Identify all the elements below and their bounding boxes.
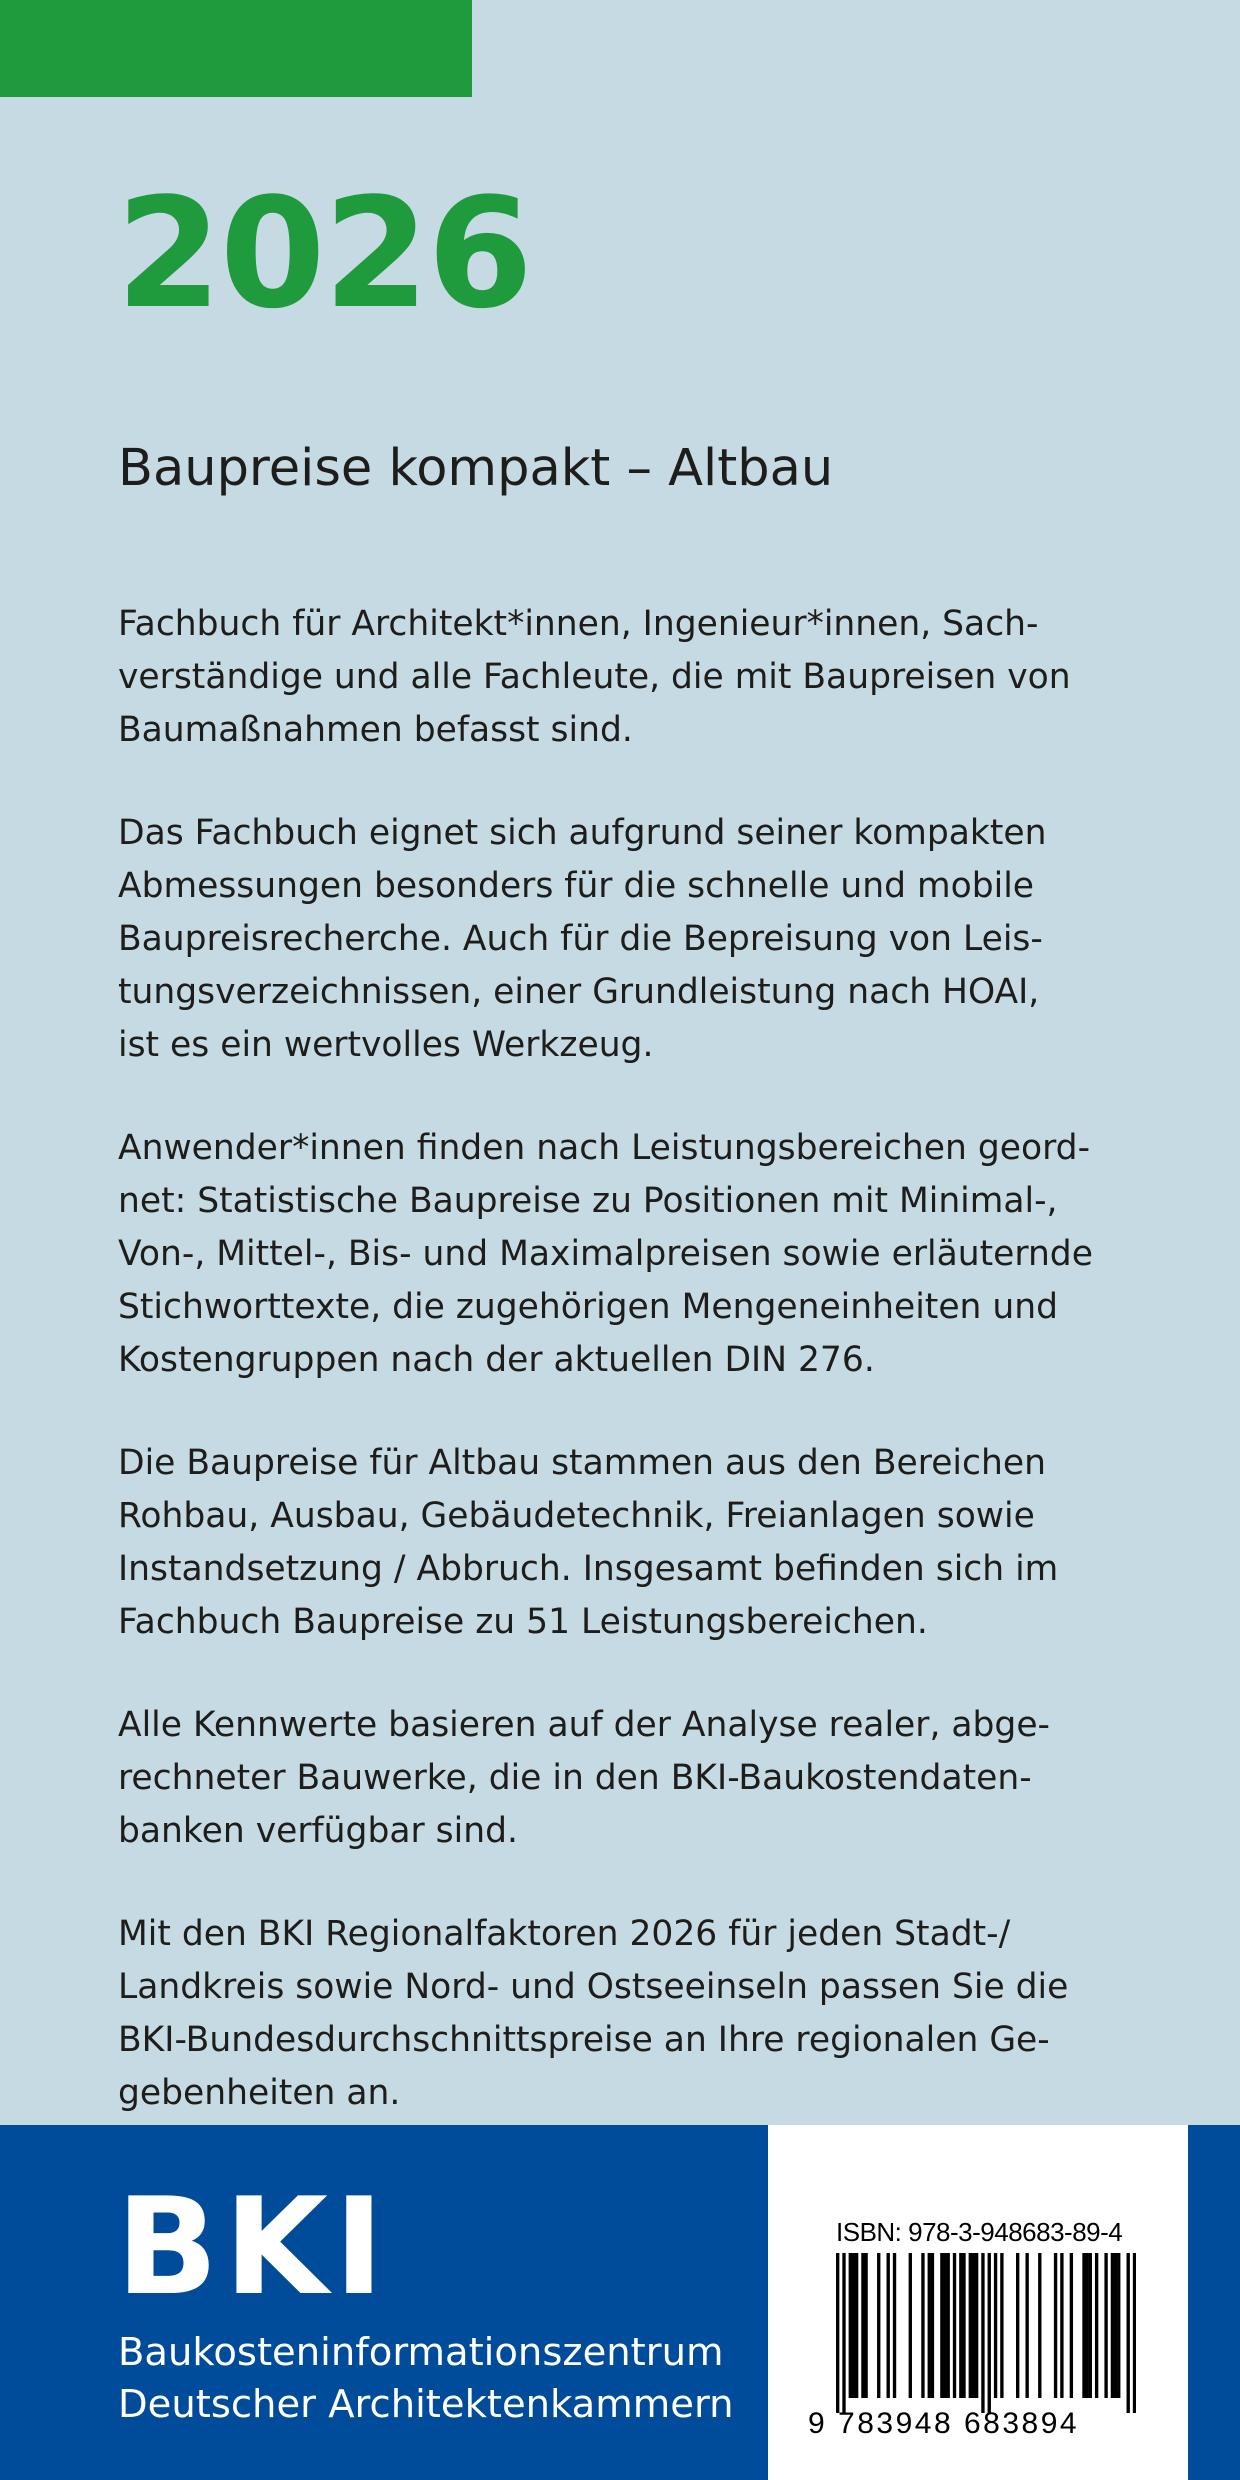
barcode-bar (1025, 2253, 1028, 2398)
barcode-bar (909, 2253, 912, 2398)
barcode-bar (931, 2253, 934, 2398)
text-line: net: Statistische Baupreise zu Positionen mit Minimal-, (118, 1181, 1058, 1221)
barcode-bar (1133, 2253, 1136, 2413)
barcode-bar (893, 2253, 896, 2398)
barcode-bar (1095, 2253, 1098, 2398)
barcode-bar (1060, 2253, 1063, 2398)
description-text (118, 598, 1158, 2170)
text-line: Abmessungen besonders für die schnelle und mobile (118, 866, 1035, 906)
text-line: ist es ein wertvolles Werkzeug. (118, 1025, 654, 1065)
barcode-bar (842, 2253, 845, 2413)
barcode-bar (1114, 2253, 1117, 2398)
barcode-bar (940, 2253, 943, 2398)
barcode-bar (1127, 2253, 1130, 2413)
text-line: Alle Kennwerte basieren auf der Analyse realer, abge- (118, 1705, 1050, 1745)
barcode-bar (1085, 2253, 1088, 2398)
barcode-bar (836, 2253, 839, 2413)
green-accent-bar (0, 0, 472, 97)
paragraph (118, 1122, 1158, 1387)
paragraph (118, 1699, 1158, 1858)
barcode-bar (994, 2253, 997, 2398)
barcode-bar (1089, 2253, 1092, 2398)
paragraph (118, 1437, 1158, 1649)
barcode-bar (988, 2253, 991, 2413)
barcode-panel (768, 2125, 1188, 2480)
text-line: gebenheiten an. (118, 2073, 401, 2113)
barcode-bar (1117, 2253, 1120, 2398)
barcode-bar (849, 2253, 852, 2398)
barcode-bar (943, 2253, 946, 2398)
text-line: Landkreis sowie Nord- und Ostseeinseln passen Sie die (118, 1967, 1069, 2007)
barcode-bar (1111, 2253, 1114, 2398)
barcode-bar (887, 2253, 890, 2398)
text-line: tungsverzeichnissen, einer Grundleistung nach HOAI, (118, 972, 1040, 1012)
publisher-name-line: Baukosteninformationszentrum (118, 2330, 724, 2375)
ean-digits: 9 783948 683894 (808, 2407, 1080, 2440)
text-line: Baumaßnahmen befasst sind. (118, 710, 633, 750)
barcode-bar (962, 2253, 965, 2398)
barcode-bar (981, 2253, 984, 2413)
text-line: rechneter Bauwerke, die in den BKI-Baukostendaten- (118, 1758, 1032, 1798)
publisher-name (118, 2327, 734, 2431)
barcode-bar (1038, 2253, 1041, 2398)
text-line: Kostengruppen nach der aktuellen DIN 276. (118, 1340, 875, 1380)
paragraph (118, 1908, 1158, 2120)
text-line: Das Fachbuch eignet sich aufgrund seiner kompakten (118, 813, 1047, 853)
barcode-bar (864, 2253, 867, 2398)
barcode-bar (959, 2253, 962, 2398)
text-line: Fachbuch für Architekt*innen, Ingenieur*innen, Sach- (118, 604, 1039, 644)
book-title: Baupreise kompakt – Altbau (118, 439, 834, 498)
barcode-bar (1082, 2253, 1085, 2398)
barcode-bar (1000, 2253, 1003, 2398)
bki-logo: BKI (116, 2169, 390, 2325)
barcode-bar (1104, 2253, 1107, 2398)
text-line: Mit den BKI Regionalfaktoren 2026 für jeden Stadt-/ (118, 1914, 1011, 1954)
text-line: Anwender*innen finden nach Leistungsbereichen geord- (118, 1128, 1091, 1168)
barcode-bar (975, 2253, 978, 2398)
edition-year: 2026 (116, 165, 532, 342)
barcode-bar (861, 2253, 864, 2398)
text-line: Fachbuch Baupreise zu 51 Leistungsbereichen. (118, 1602, 928, 1642)
publisher-name-line: Deutscher Architektenkammern (118, 2382, 734, 2427)
text-line: verständige und alle Fachleute, die mit Baupreisen von (118, 657, 1071, 697)
text-line: Instandsetzung / Abbruch. Insgesamt befinden sich im (118, 1549, 1059, 1589)
barcode-bar (1054, 2253, 1057, 2398)
isbn-label: ISBN: 978-3-948683-89-4 (836, 2217, 1123, 2247)
barcode-bar (928, 2253, 931, 2398)
paragraph (118, 807, 1158, 1072)
paragraph (118, 598, 1158, 757)
barcode-bar (921, 2253, 924, 2398)
barcode-bar (855, 2253, 858, 2398)
text-line: BKI-Bundesdurchschnittspreise an Ihre regionalen Ge- (118, 2020, 1050, 2060)
barcode-bar (947, 2253, 950, 2398)
barcode-bar (953, 2253, 956, 2398)
text-line: banken verfügbar sind. (118, 1811, 518, 1851)
barcode-bar (1070, 2253, 1073, 2398)
text-line: Baupreisrecherche. Auch für die Bepreisung von Leis- (118, 919, 1043, 959)
text-line: Stichworttexte, die zugehörigen Mengeneinheiten und (118, 1287, 1059, 1327)
barcode-bar (877, 2253, 880, 2398)
text-line: Die Baupreise für Altbau stammen aus den Bereichen (118, 1443, 1046, 1483)
barcode-bar (1016, 2253, 1019, 2398)
barcode-bar (852, 2253, 855, 2398)
text-line: Von-, Mittel-, Bis- und Maximalpreisen sowie erläuternde (118, 1234, 1093, 1274)
ean-barcode-icon (836, 2253, 1136, 2413)
text-line: Rohbau, Ausbau, Gebäudetechnik, Freianlagen sowie (118, 1496, 1035, 1536)
barcode-bar (972, 2253, 975, 2398)
barcode-bar (969, 2253, 972, 2398)
